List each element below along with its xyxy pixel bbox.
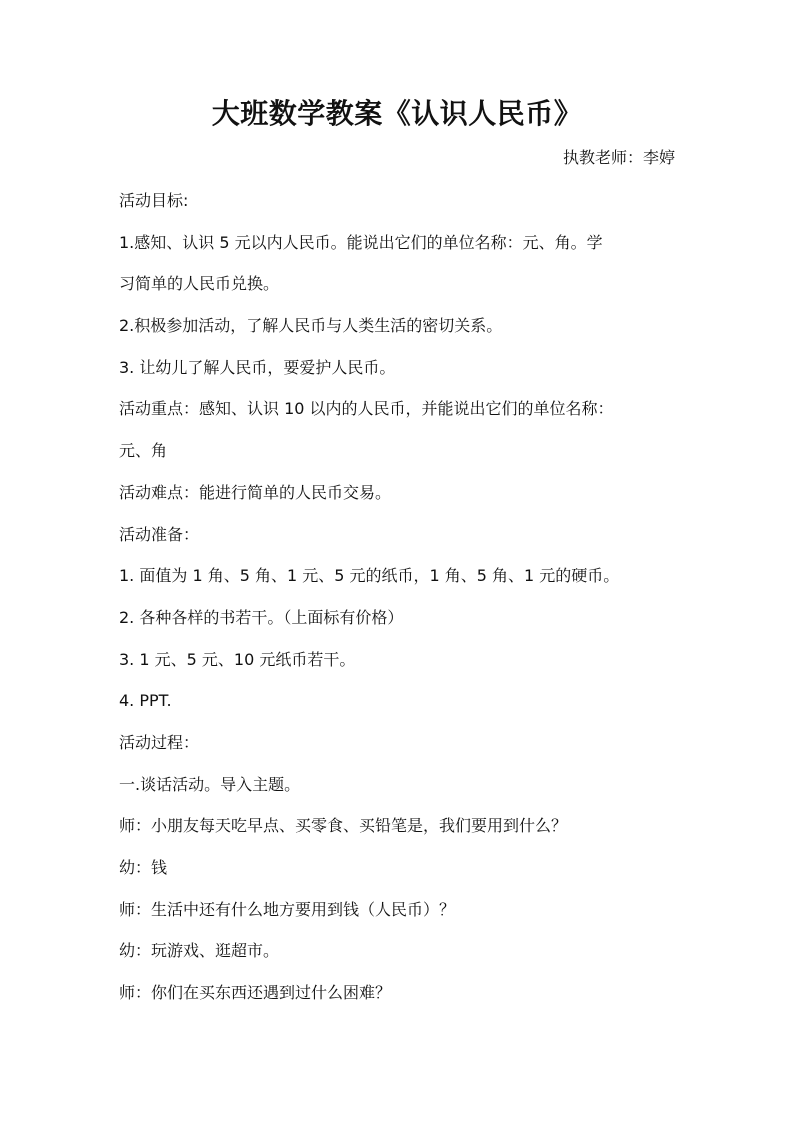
dialogue-teacher-3: 师：你们在买东西还遇到过什么困难？ (119, 983, 392, 1003)
document-body (119, 189, 689, 1023)
key-point-line-2: 元、角 (119, 441, 168, 461)
preparation-1: 1. 面值为 1 角、5 角、1 元、5 元的纸币，1 角、5 角、1 元的硬币。 (119, 566, 620, 586)
author-line: 执教老师：李婷 (562, 148, 675, 167)
objective-1-line-1: 1.感知、认识 5 元以内人民币。能说出它们的单位名称：元、角。学 (119, 232, 603, 252)
preparation-2: 2. 各种各样的书若干。（上面标有价格） (119, 607, 404, 627)
objective-2: 2.积极参加活动，了解人民币与人类生活的密切关系。 (119, 316, 503, 336)
section-heading-preparation: 活动准备： (119, 524, 200, 544)
difficult-point: 活动难点：能进行简单的人民币交易。 (119, 482, 392, 502)
dialogue-teacher-1: 师：小朋友每天吃早点、买零食、买铅笔是，我们要用到什么？ (119, 816, 568, 836)
dialogue-child-1: 幼：钱 (119, 858, 168, 877)
dialogue-child-2: 幼：玩游戏、逛超市。 (119, 941, 280, 961)
key-point-line-1: 活动重点：感知、认识 10 以内的人民币，并能说出它们的单位名称： (119, 399, 614, 419)
objective-3: 3. 让幼儿了解人民币，要爱护人民币。 (119, 357, 396, 377)
process-step-1: 一.谈话活动。导入主题。 (119, 774, 301, 794)
section-heading-objectives: 活动目标: (119, 191, 189, 210)
section-heading-process: 活动过程： (119, 732, 200, 752)
objective-1-line-2: 习简单的人民币兑换。 (119, 274, 280, 294)
dialogue-teacher-2: 师：生活中还有什么地方要用到钱（人民币）？ (119, 899, 456, 919)
preparation-3: 3. 1 元、5 元、10 元纸币若干。 (119, 649, 356, 669)
preparation-4: 4. PPT. (119, 691, 172, 711)
document-title: 大班数学教案《认识人民币》 (211, 97, 583, 130)
